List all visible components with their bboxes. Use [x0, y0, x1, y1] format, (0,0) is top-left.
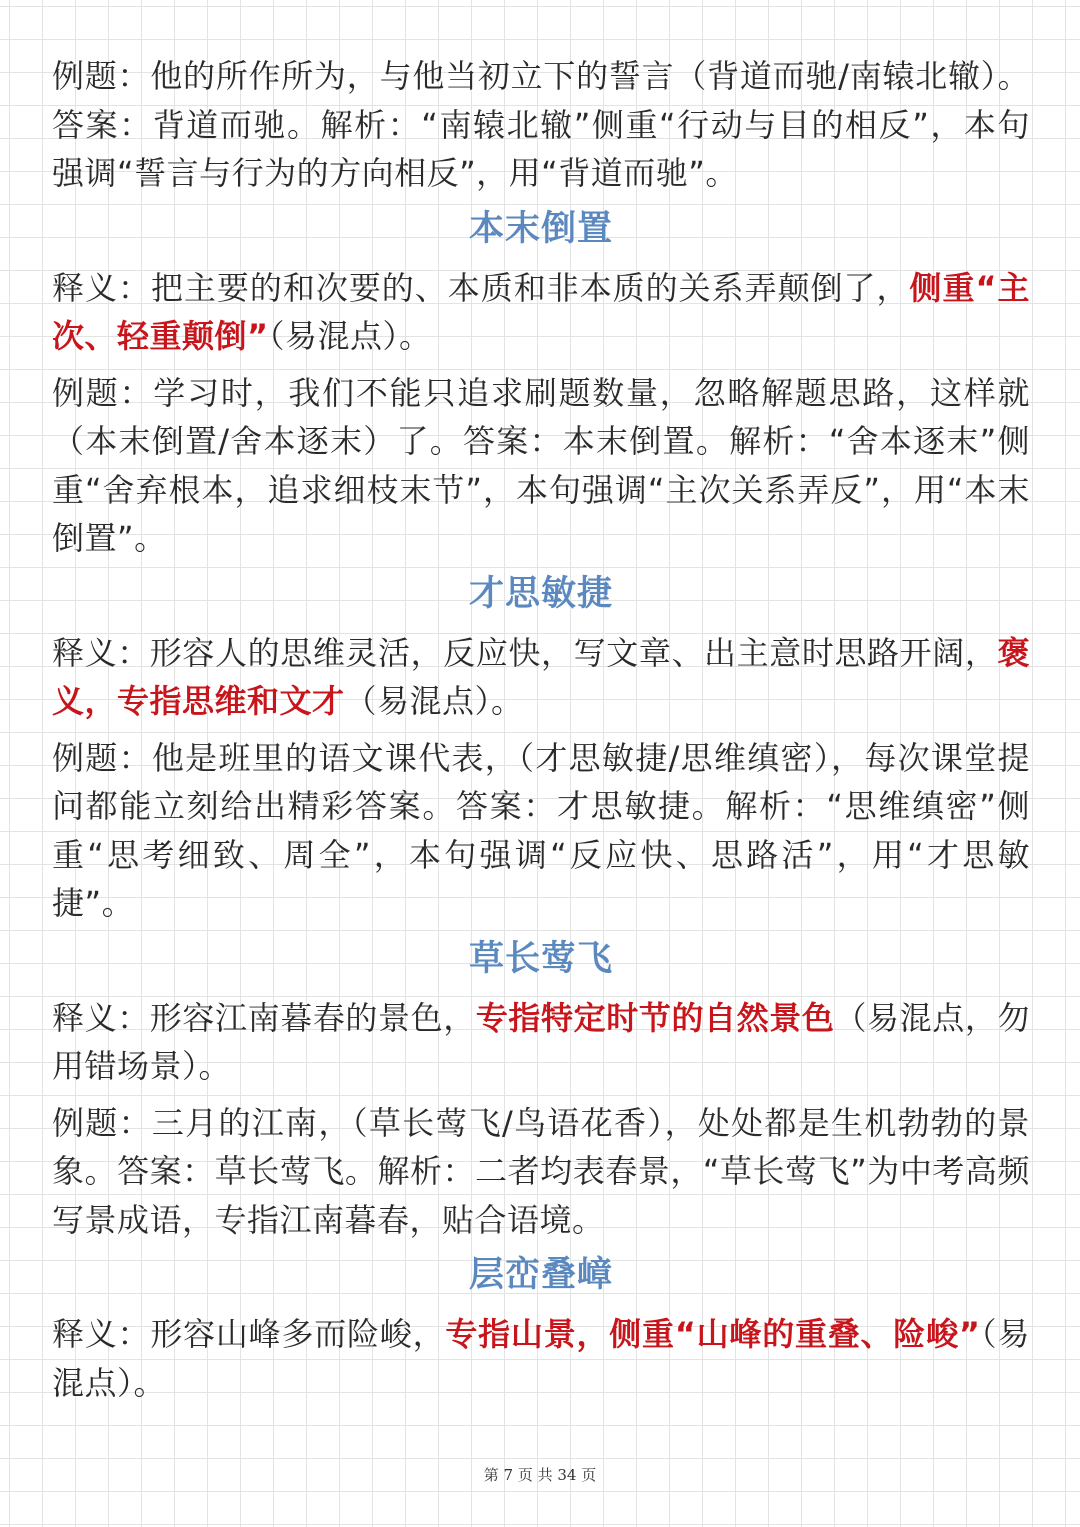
idiom-example: 例题：三月的江南，（草长莺飞/鸟语花香），处处都是生机勃勃的景象。答案：草长莺飞。解析：二者均表春景，“草长莺飞”为中考高频写景成语，专指江南暮春，贴合语境。 [52, 1103, 1030, 1239]
definition-emphasis: 专指特定时节的自然景色 [475, 998, 835, 1037]
idiom-section [52, 1252, 1030, 1407]
idiom-definition [52, 264, 1030, 361]
idiom-section [52, 936, 1030, 1245]
idiom-definition [52, 1310, 1030, 1407]
document-body [52, 52, 1030, 1415]
page-number: 第 7 页 共 34 页 [483, 1466, 597, 1484]
idiom-title: 才思敏捷 [468, 573, 613, 614]
definition-note: （易混点）。 [344, 682, 524, 720]
idiom-example: 例题：他是班里的语文课代表，（才思敏捷/思维缜密），每次课堂提问都能立刻给出精彩答案。答案：才思敏捷。解析：“思维缜密”侧重“思考细致、周全”，本句强调“反应快、思路活”，用“才思敏捷”。 [52, 738, 1030, 922]
idiom-definition [52, 629, 1030, 726]
definition-note: （易混点）。 [52, 1315, 1030, 1402]
definition-emphasis: 褒义，专指思维和文才 [52, 633, 1030, 720]
idiom-title: 层峦叠嶂 [468, 1255, 613, 1295]
definition-text: 释义：形容山峰多而险峻， [52, 1315, 446, 1353]
idiom-example: 例题：学习时，我们不能只追求刷题数量，忽略解题思路，这样就（本末倒置/舍本逐末）了。答案：本末倒置。解析：“舍本逐末”侧重“舍弃根本，追求细枝末节”，本句强调“主次关系弄反”，用“本末倒置”。 [52, 373, 1030, 557]
definition-note: （易混点）。 [268, 317, 432, 355]
definition-text: 释义：把主要的和次要的、本质和非本质的关系弄颠倒了， [52, 268, 910, 307]
definition-text: 释义：形容人的思维灵活，反应快，写文章、出主意时思路开阔， [52, 633, 998, 672]
definition-emphasis: 侧重“主次、轻重颠倒” [52, 268, 1030, 355]
definition-text: 释义：形容江南暮春的景色， [52, 998, 476, 1037]
idiom-section [52, 571, 1030, 928]
idiom-title: 本末倒置 [468, 208, 613, 249]
idiom-section [52, 206, 1030, 563]
definition-note: （易混点，勿用错场景）。 [52, 998, 1030, 1085]
idiom-title: 草长莺飞 [468, 938, 613, 979]
idiom-definition [52, 994, 1030, 1091]
definition-emphasis: 专指山景，侧重“山峰的重叠、险峻” [445, 1315, 981, 1353]
intro-example: 例题：他的所作所为，与他当初立下的誓言（背道而驰/南辕北辙）。答案：背道而驰。解析：“南辕北辙”侧重“行动与目的相反”，本句强调“誓言与行为的方向相反”，用“背道而驰”。 [52, 57, 1030, 192]
